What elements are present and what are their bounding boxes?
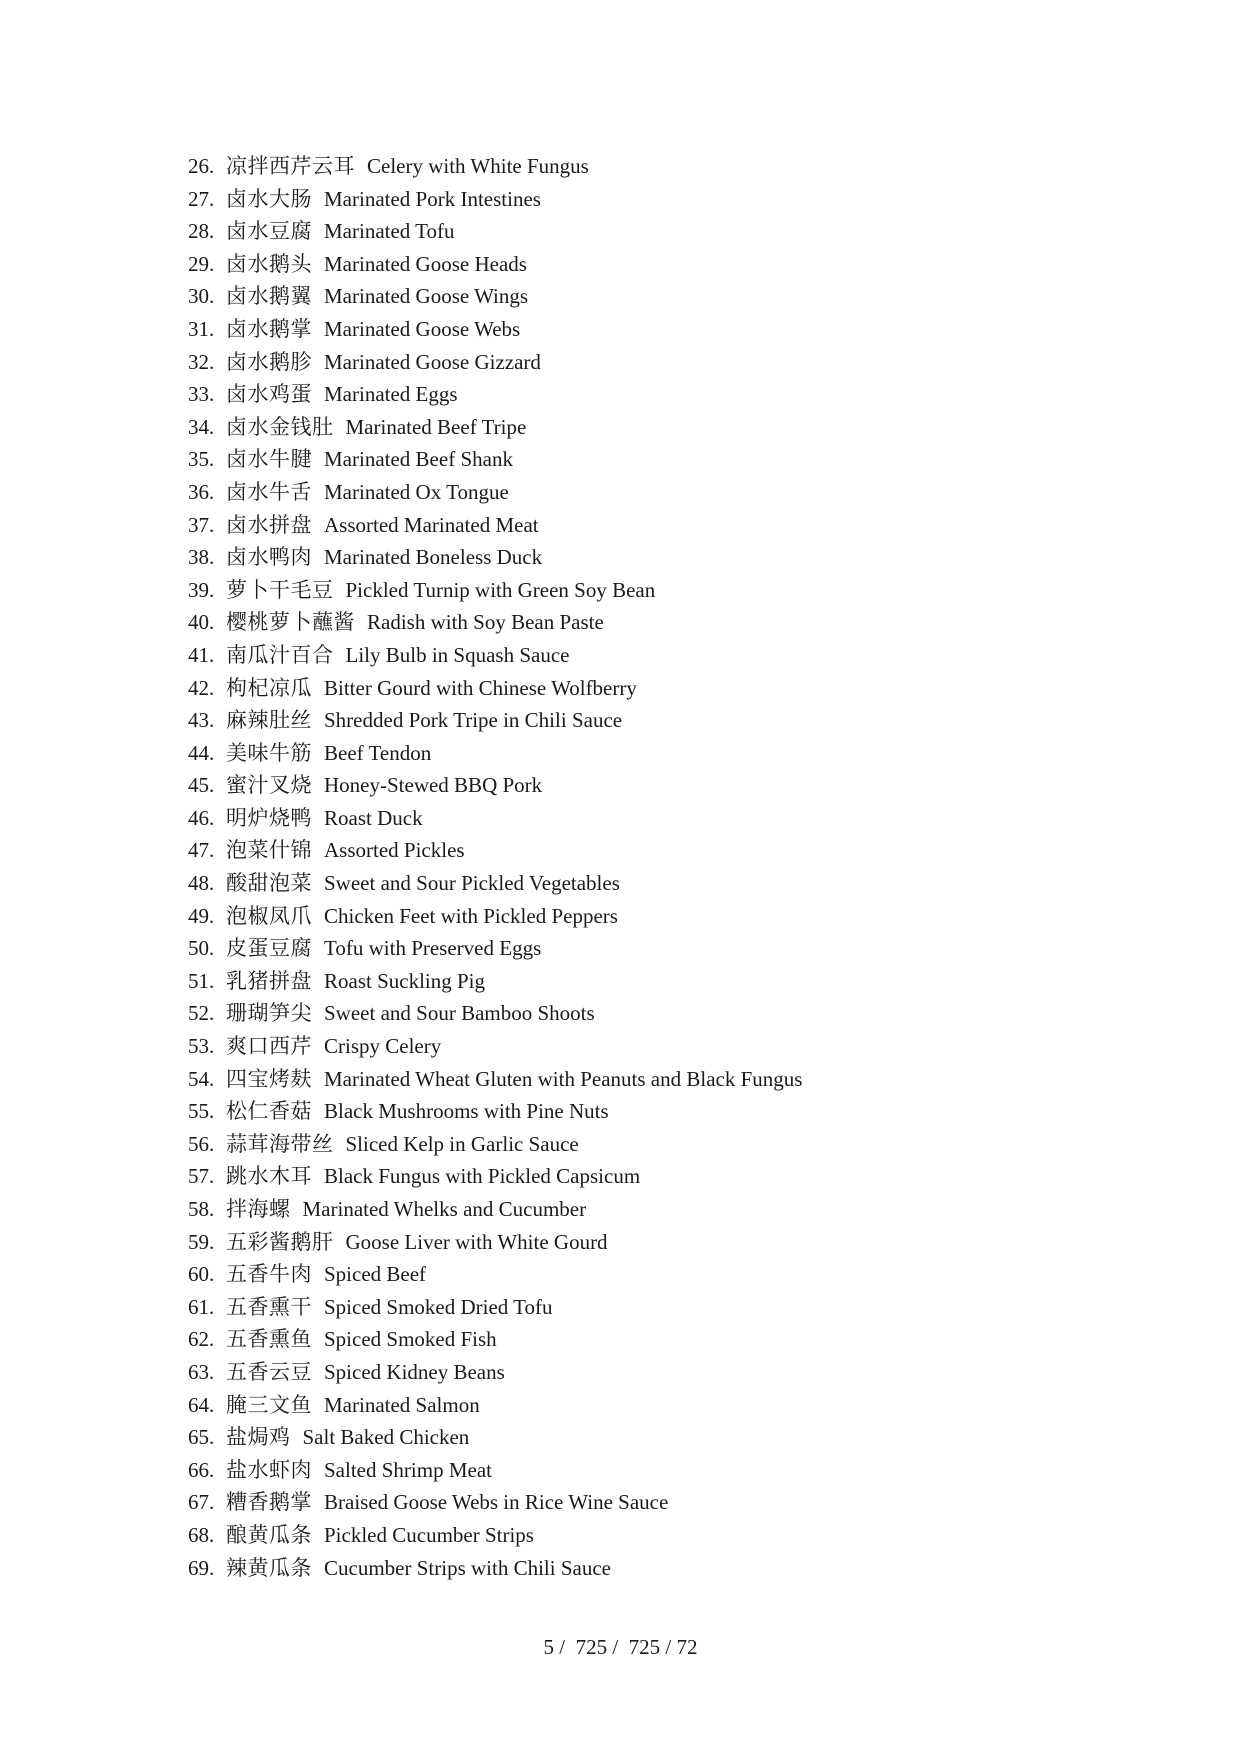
item-number: 45. xyxy=(188,773,215,798)
menu-item xyxy=(188,1193,802,1226)
menu-list xyxy=(188,150,802,1584)
menu-item xyxy=(188,965,802,998)
dish-name-english: Marinated Whelks and Cucumber xyxy=(302,1197,587,1221)
dish-name-chinese: 枸杞凉瓜 xyxy=(226,675,312,700)
menu-item xyxy=(188,509,802,542)
dish-name-chinese: 卤水鹅胗 xyxy=(226,349,312,374)
dish-name-chinese: 麻辣肚丝 xyxy=(226,708,312,733)
dish-name-english: Assorted Pickles xyxy=(324,838,465,863)
dish-name-english: Cucumber Strips with Chili Sauce xyxy=(324,1555,611,1580)
menu-item xyxy=(188,606,802,639)
dish-name-english: Roast Duck xyxy=(324,805,423,830)
menu-item xyxy=(188,215,802,248)
dish-name-english: Spiced Beef xyxy=(324,1262,427,1287)
dish-name-english: Marinated Pork Intestines xyxy=(324,186,541,211)
dish-name-english: Salt Baked Chicken xyxy=(302,1425,470,1450)
dish-name-english: Crispy Celery xyxy=(324,1034,442,1059)
dish-name-chinese: 明炉烧鸭 xyxy=(226,805,312,830)
menu-item xyxy=(188,280,802,313)
item-number: 53. xyxy=(188,1034,215,1059)
menu-item xyxy=(188,1095,802,1128)
dish-name-english: Sweet and Sour Bamboo Shoots xyxy=(324,1001,595,1026)
dish-name-english: Marinated Wheat Gluten with Peanuts and Black Fungus xyxy=(324,1066,803,1091)
dish-name-english: Beef Tendon xyxy=(324,740,432,765)
dish-name-chinese: 盐水虾肉 xyxy=(226,1457,312,1482)
dish-name-chinese: 腌三文鱼 xyxy=(226,1392,312,1417)
menu-item xyxy=(188,443,802,476)
menu-item xyxy=(188,574,802,607)
item-number: 64. xyxy=(188,1392,215,1417)
dish-name-chinese: 美味牛筋 xyxy=(226,740,312,765)
menu-item xyxy=(188,1063,802,1096)
item-number: 33. xyxy=(188,382,215,407)
dish-name-chinese: 五香熏鱼 xyxy=(226,1327,312,1352)
item-number: 27. xyxy=(188,186,215,211)
dish-name-chinese: 辣黄瓜条 xyxy=(226,1555,312,1580)
item-number: 29. xyxy=(188,251,215,276)
dish-name-chinese: 卤水拼盘 xyxy=(226,512,312,537)
dish-name-chinese: 五香牛肉 xyxy=(226,1262,312,1287)
dish-name-english: Spiced Smoked Fish xyxy=(324,1327,497,1352)
page-number: 5 / 725 / 725 / 72 xyxy=(543,1635,698,1659)
dish-name-english: Marinated Ox Tongue xyxy=(324,479,509,504)
item-number: 41. xyxy=(188,642,215,667)
menu-item xyxy=(188,1454,802,1487)
item-number: 67. xyxy=(188,1490,215,1515)
dish-name-english: Honey-Stewed BBQ Pork xyxy=(324,773,543,798)
item-number: 54. xyxy=(188,1066,215,1091)
menu-item xyxy=(188,1226,802,1259)
dish-name-english: Sweet and Sour Pickled Vegetables xyxy=(324,871,620,896)
dish-name-chinese: 南瓜汁百合 xyxy=(226,642,334,667)
dish-name-english: Bitter Gourd with Chinese Wolfberry xyxy=(324,675,637,700)
menu-item xyxy=(188,802,802,835)
dish-name-chinese: 跳水木耳 xyxy=(226,1164,312,1189)
dish-name-english: Assorted Marinated Meat xyxy=(324,512,539,537)
item-number: 30. xyxy=(188,284,215,309)
dish-name-chinese: 凉拌西芹云耳 xyxy=(226,154,355,178)
item-number: 38. xyxy=(188,545,215,570)
menu-item xyxy=(188,1030,802,1063)
menu-item xyxy=(188,672,802,705)
menu-item xyxy=(188,248,802,281)
dish-name-chinese: 拌海螺 xyxy=(226,1197,291,1221)
item-number: 43. xyxy=(188,708,215,733)
dish-name-english: Braised Goose Webs in Rice Wine Sauce xyxy=(324,1490,669,1515)
dish-name-english: Lily Bulb in Squash Sauce xyxy=(345,642,570,667)
dish-name-chinese: 酸甜泡菜 xyxy=(226,871,312,896)
dish-name-chinese: 五香熏干 xyxy=(226,1294,312,1319)
menu-item xyxy=(188,541,802,574)
menu-item xyxy=(188,378,802,411)
menu-item xyxy=(188,997,802,1030)
item-number: 34. xyxy=(188,414,215,439)
dish-name-chinese: 五彩酱鹅肝 xyxy=(226,1229,334,1254)
item-number: 65. xyxy=(188,1425,215,1450)
dish-name-chinese: 卤水鹅掌 xyxy=(226,316,312,341)
dish-name-chinese: 卤水鹅翼 xyxy=(226,284,312,309)
dish-name-chinese: 爽口西芹 xyxy=(226,1034,312,1059)
item-number: 66. xyxy=(188,1457,215,1482)
dish-name-chinese: 蒜茸海带丝 xyxy=(226,1131,334,1156)
menu-item xyxy=(188,639,802,672)
dish-name-chinese: 卤水牛舌 xyxy=(226,479,312,504)
dish-name-english: Marinated Goose Wings xyxy=(324,284,529,309)
menu-item xyxy=(188,476,802,509)
item-number: 59. xyxy=(188,1229,215,1254)
dish-name-english: Salted Shrimp Meat xyxy=(324,1457,492,1482)
item-number: 40. xyxy=(188,610,215,635)
dish-name-english: Spiced Kidney Beans xyxy=(324,1359,505,1384)
dish-name-english: Marinated Eggs xyxy=(324,382,458,407)
item-number: 47. xyxy=(188,838,215,863)
menu-item xyxy=(188,900,802,933)
dish-name-chinese: 萝卜干毛豆 xyxy=(226,577,334,602)
dish-name-chinese: 蜜汁叉烧 xyxy=(226,773,312,798)
menu-item xyxy=(188,737,802,770)
dish-name-chinese: 松仁香菇 xyxy=(226,1099,312,1124)
item-number: 36. xyxy=(188,479,215,504)
dish-name-chinese: 卤水牛腱 xyxy=(226,447,312,472)
dish-name-chinese: 卤水金钱肚 xyxy=(226,414,334,439)
dish-name-english: Marinated Beef Tripe xyxy=(345,414,527,439)
item-number: 68. xyxy=(188,1522,215,1547)
dish-name-english: Marinated Goose Webs xyxy=(324,316,521,341)
item-number: 57. xyxy=(188,1164,215,1189)
menu-item xyxy=(188,346,802,379)
dish-name-chinese: 卤水大肠 xyxy=(226,186,312,211)
dish-name-english: Goose Liver with White Gourd xyxy=(345,1229,608,1254)
dish-name-english: Pickled Turnip with Green Soy Bean xyxy=(345,577,656,602)
item-number: 63. xyxy=(188,1359,215,1384)
dish-name-english: Marinated Goose Heads xyxy=(324,251,527,276)
dish-name-chinese: 卤水鹅头 xyxy=(226,251,312,276)
item-number: 50. xyxy=(188,936,215,961)
dish-name-english: Black Fungus with Pickled Capsicum xyxy=(324,1164,641,1189)
dish-name-chinese: 卤水鸭肉 xyxy=(226,545,312,570)
dish-name-chinese: 皮蛋豆腐 xyxy=(226,936,312,961)
menu-item xyxy=(188,1258,802,1291)
menu-item xyxy=(188,1421,802,1454)
item-number: 49. xyxy=(188,903,215,928)
menu-item xyxy=(188,183,802,216)
dish-name-chinese: 酿黄瓜条 xyxy=(226,1522,312,1547)
dish-name-english: Radish with Soy Bean Paste xyxy=(367,610,604,635)
menu-item xyxy=(188,1356,802,1389)
dish-name-english: Marinated Salmon xyxy=(324,1392,480,1417)
menu-item xyxy=(188,1552,802,1585)
dish-name-english: Black Mushrooms with Pine Nuts xyxy=(324,1099,609,1124)
menu-item xyxy=(188,1389,802,1422)
dish-name-chinese: 四宝烤麸 xyxy=(226,1066,312,1091)
item-number: 28. xyxy=(188,219,215,244)
menu-item xyxy=(188,411,802,444)
dish-name-chinese: 卤水鸡蛋 xyxy=(226,382,312,407)
menu-item xyxy=(188,769,802,802)
dish-name-english: Chicken Feet with Pickled Peppers xyxy=(324,903,618,928)
dish-name-english: Marinated Boneless Duck xyxy=(324,545,543,570)
menu-item xyxy=(188,1486,802,1519)
dish-name-chinese: 泡菜什锦 xyxy=(226,838,312,863)
item-number: 56. xyxy=(188,1131,215,1156)
item-number: 37. xyxy=(188,512,215,537)
dish-name-english: Shredded Pork Tripe in Chili Sauce xyxy=(324,708,623,733)
item-number: 52. xyxy=(188,1001,215,1026)
item-number: 48. xyxy=(188,871,215,896)
item-number: 44. xyxy=(188,740,215,765)
item-number: 46. xyxy=(188,805,215,830)
menu-item xyxy=(188,1519,802,1552)
menu-item xyxy=(188,1323,802,1356)
dish-name-english: Celery with White Fungus xyxy=(367,154,589,178)
item-number: 31. xyxy=(188,316,215,341)
menu-item xyxy=(188,150,802,183)
item-number: 42. xyxy=(188,675,215,700)
dish-name-english: Spiced Smoked Dried Tofu xyxy=(324,1294,553,1319)
dish-name-chinese: 卤水豆腐 xyxy=(226,219,312,244)
item-number: 61. xyxy=(188,1294,215,1319)
item-number: 69. xyxy=(188,1555,215,1580)
item-number: 32. xyxy=(188,349,215,374)
item-number: 58. xyxy=(188,1197,215,1221)
item-number: 39. xyxy=(188,577,215,602)
dish-name-chinese: 糟香鹅掌 xyxy=(226,1490,312,1515)
menu-item xyxy=(188,867,802,900)
item-number: 26. xyxy=(188,154,215,178)
dish-name-english: Sliced Kelp in Garlic Sauce xyxy=(345,1131,579,1156)
item-number: 62. xyxy=(188,1327,215,1352)
menu-item xyxy=(188,834,802,867)
dish-name-chinese: 樱桃萝卜蘸酱 xyxy=(226,610,355,635)
menu-item xyxy=(188,1291,802,1324)
menu-item xyxy=(188,1128,802,1161)
menu-item xyxy=(188,932,802,965)
dish-name-english: Roast Suckling Pig xyxy=(324,968,486,993)
menu-item xyxy=(188,704,802,737)
menu-item xyxy=(188,313,802,346)
dish-name-english: Marinated Tofu xyxy=(324,219,455,244)
dish-name-english: Marinated Goose Gizzard xyxy=(324,349,541,374)
dish-name-english: Pickled Cucumber Strips xyxy=(324,1522,534,1547)
dish-name-english: Tofu with Preserved Eggs xyxy=(324,936,542,961)
dish-name-chinese: 五香云豆 xyxy=(226,1359,312,1384)
item-number: 55. xyxy=(188,1099,215,1124)
dish-name-chinese: 盐焗鸡 xyxy=(226,1425,291,1450)
item-number: 51. xyxy=(188,968,215,993)
item-number: 35. xyxy=(188,447,215,472)
item-number: 60. xyxy=(188,1262,215,1287)
dish-name-english: Marinated Beef Shank xyxy=(324,447,513,472)
dish-name-chinese: 泡椒凤爪 xyxy=(226,903,312,928)
menu-item xyxy=(188,1160,802,1193)
dish-name-chinese: 乳猪拼盘 xyxy=(226,968,312,993)
dish-name-chinese: 珊瑚笋尖 xyxy=(226,1001,312,1026)
